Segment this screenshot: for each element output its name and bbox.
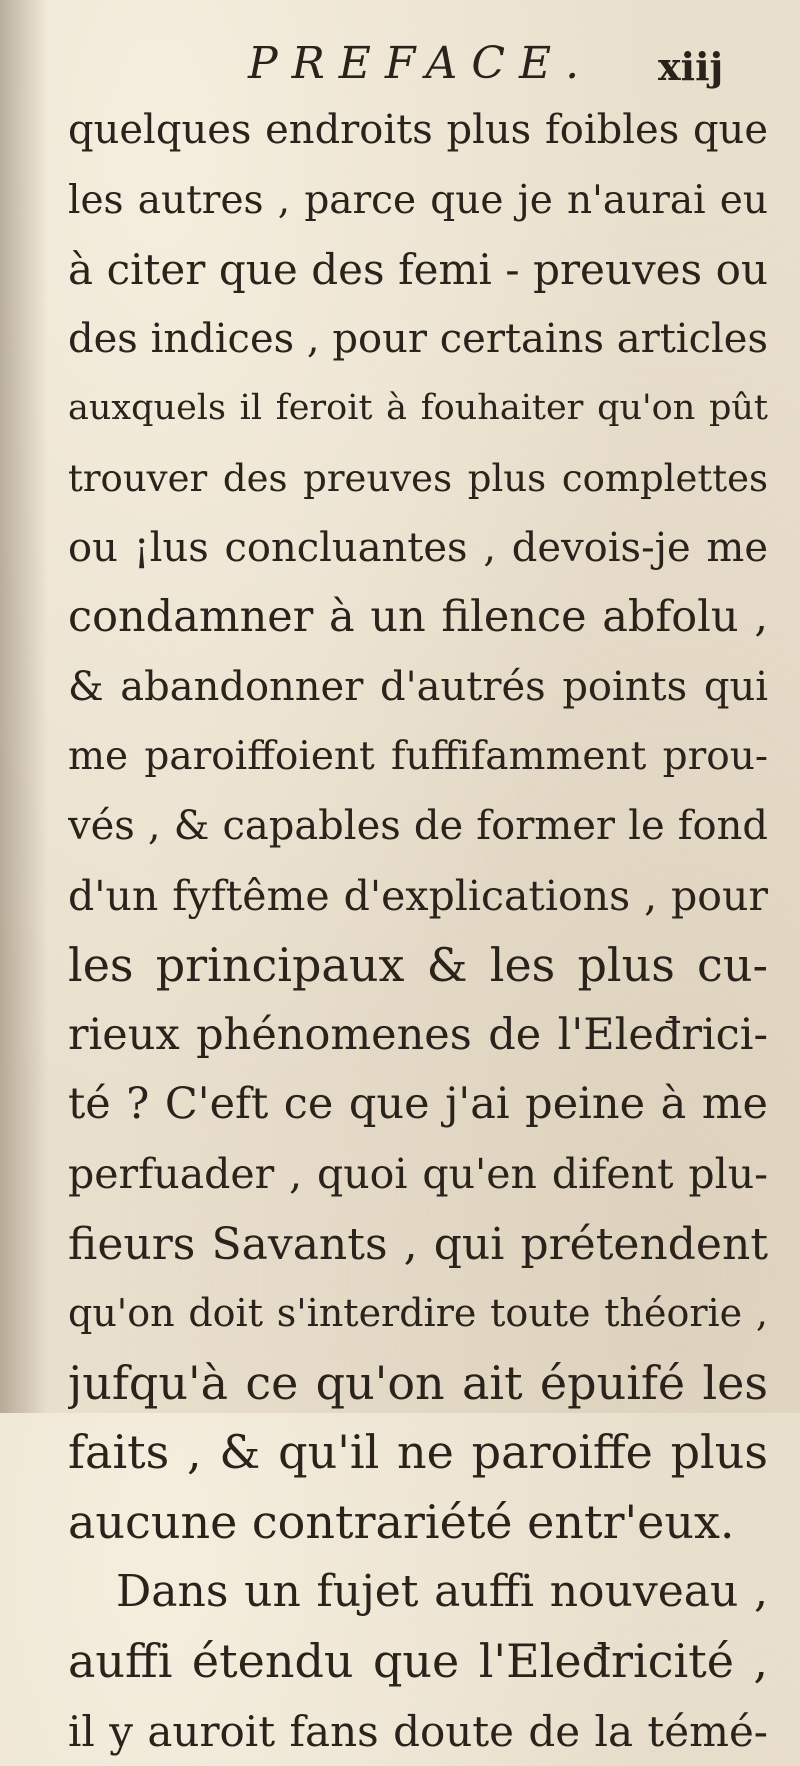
text-line: quelques endroits plus foibles que — [68, 107, 768, 153]
page-gutter-shadow — [0, 0, 48, 1413]
text-line: il y auroit fans doute de la témé- — [68, 1706, 768, 1756]
text-line: & abandonner d'autrés points qui — [68, 663, 768, 710]
text-line: d'un fyftême d'explications , pour — [68, 871, 768, 920]
text-line: des indices , pour certains articles — [68, 315, 768, 362]
page-header — [0, 38, 800, 98]
text-line: auffi étendu que l'Eleđricité , — [68, 1634, 768, 1689]
text-line: rieux phénomenes de l'Eleđrici- — [68, 1009, 768, 1060]
text-line: me paroiffoient fuffifamment prou- — [68, 734, 768, 780]
text-line: les principaux & les plus cu- — [68, 938, 768, 993]
page-number: xiij — [658, 44, 724, 89]
text-line: jufqu'à ce qu'on ait épuifé les — [68, 1355, 768, 1410]
body-text — [68, 96, 768, 1766]
text-line: perfuader , quoi qu'en difent plu- — [68, 1149, 768, 1198]
text-line: trouver des preuves plus complettes — [68, 456, 768, 500]
text-line: faits , & qu'il ne paroiffe plus — [68, 1425, 768, 1480]
text-line: auxquels il feroit à fouhaiter qu'on pût — [68, 388, 768, 429]
text-line: vés , & capables de former le fond — [68, 802, 768, 849]
text-line: aucune contrariété entr'eux. — [68, 1494, 735, 1549]
text-line: Dans un fujet auffi nouveau , — [116, 1566, 768, 1618]
text-line: les autres , parce que je n'aurai eu — [68, 177, 768, 223]
text-line: fieurs Savants , qui prétendent — [68, 1218, 768, 1270]
running-head: PREFACE. — [248, 38, 594, 89]
text-line: té ? C'eft ce que j'ai peine à me — [68, 1079, 768, 1130]
text-line: à citer que des femi - preuves ou — [68, 245, 768, 295]
text-line: ou ¡lus concluantes , devois-je me — [68, 524, 768, 571]
text-line: condamner à un filence abfolu , — [68, 592, 768, 643]
text-line: qu'on doit s'interdire toute théorie , — [68, 1291, 768, 1336]
